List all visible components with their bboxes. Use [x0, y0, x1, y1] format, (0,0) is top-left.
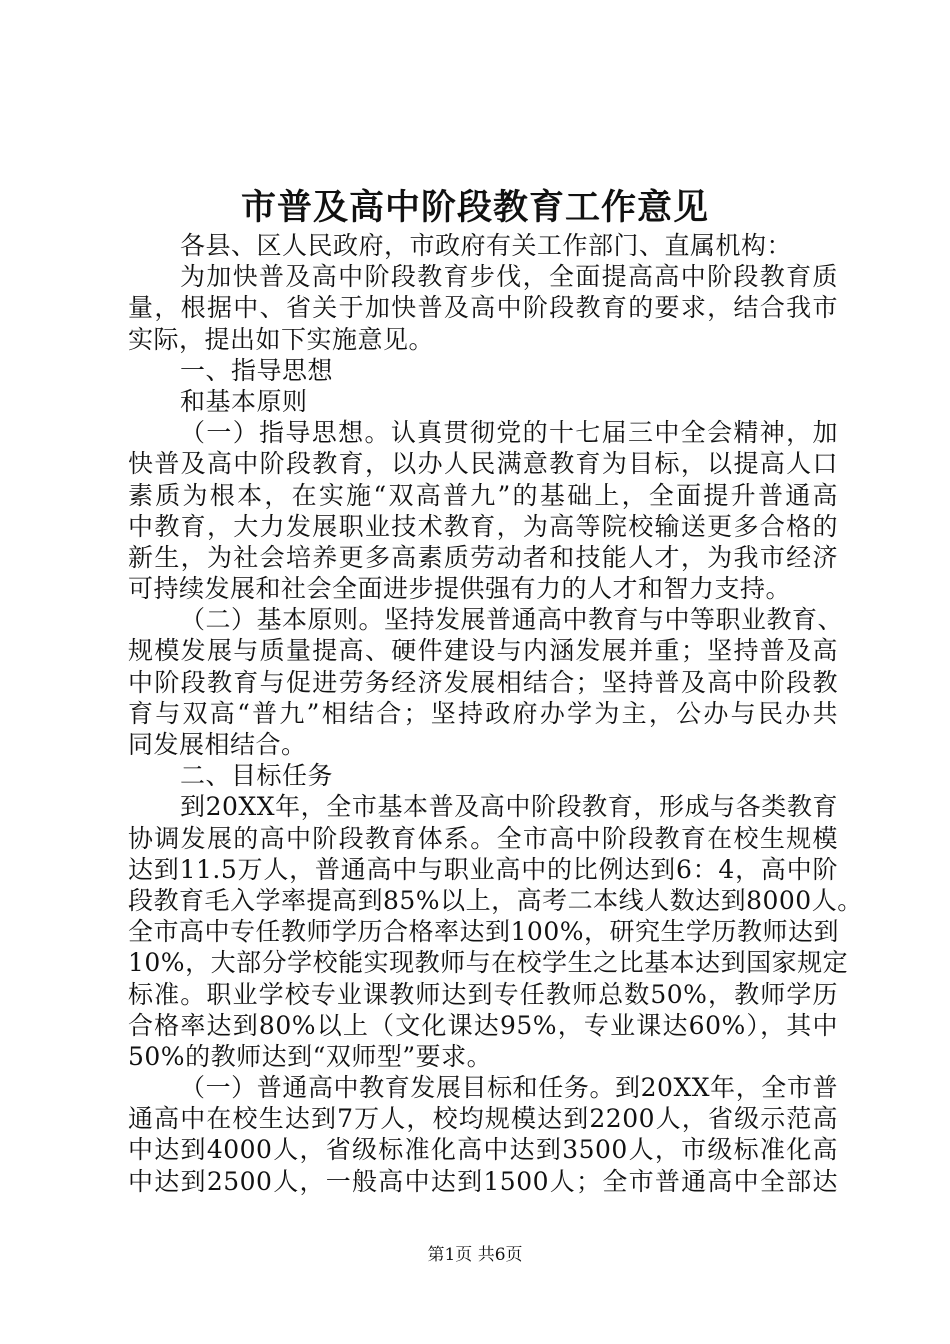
- text-line: 可持续发展和社会全面进步提供强有力的人才和智力支持。: [128, 574, 792, 604]
- text-line: 中阶段教育与促进劳务经济发展相结合；坚持普及高中阶段教: [128, 667, 838, 697]
- page-footer: 第1页 共6页: [427, 1245, 523, 1265]
- text-line: 段教育毛入学率提高到85%以上，高考二本线人数达到8000人。: [128, 885, 863, 915]
- text-line: 新生，为社会培养更多高素质劳动者和技能人才，为我市经济: [128, 542, 838, 572]
- document-title: 市普及高中阶段教育工作意见: [240, 187, 709, 228]
- text-line: 中达到2500人，一般高中达到1500人；全市普通高中全部达: [128, 1166, 838, 1196]
- text-line: （一）指导思想。认真贯彻党的十七届三中全会精神，加: [180, 418, 838, 448]
- text-line: 标准。职业学校专业课教师达到专任教师总数50%，教师学历: [128, 979, 838, 1009]
- text-line: 通高中在校生达到7万人，校均规模达到2200人，省级示范高: [128, 1104, 838, 1134]
- text-line: 到20XX年，全市基本普及高中阶段教育，形成与各类教育: [180, 792, 838, 822]
- text-line: 育与双高“普九”相结合；坚持政府办学为主，公办与民办共: [128, 698, 838, 728]
- text-line: 快普及高中阶段教育，以办人民满意教育为目标，以提高人口: [128, 449, 838, 479]
- text-line: 素质为根本，在实施“双高普九”的基础上，全面提升普通高: [128, 480, 838, 510]
- text-line: 规模发展与质量提高、硬件建设与内涵发展并重；坚持普及高: [128, 636, 838, 666]
- section-heading: 和基本原则: [180, 386, 308, 416]
- text-line: 合格率达到80%以上（文化课达95%，专业课达60%），其中: [128, 1010, 838, 1040]
- text-line: 10%，大部分学校能实现教师与在校学生之比基本达到国家规定: [128, 948, 849, 978]
- text-line: 50%的教师达到“双师型”要求。: [128, 1041, 493, 1071]
- document-body: [128, 230, 863, 1197]
- text-line: 实际，提出如下实施意见。: [128, 324, 435, 354]
- text-line: 各县、区人民政府，市政府有关工作部门、直属机构：: [180, 231, 793, 260]
- text-line: 达到11.5万人，普通高中与职业高中的比例达到6：4，高中阶: [128, 854, 838, 884]
- text-line: 同发展相结合。: [128, 730, 307, 759]
- text-line: （一）普通高中教育发展目标和任务。到20XX年，全市普: [180, 1073, 838, 1103]
- text-line: 中教育，大力发展职业技术教育，为高等院校输送更多合格的: [128, 511, 838, 541]
- text-line: （二）基本原则。坚持发展普通高中教育与中等职业教育、: [180, 605, 844, 635]
- text-line: 量，根据中、省关于加快普及高中阶段教育的要求，结合我市: [128, 293, 838, 323]
- section-heading: 二、目标任务: [180, 761, 334, 791]
- text-line: 为加快普及高中阶段教育步伐，全面提高高中阶段教育质: [180, 262, 838, 292]
- text-line: 全市高中专任教师学历合格率达到100%，研究生学历教师达到: [128, 917, 839, 947]
- text-line: 协调发展的高中阶段教育体系。全市高中阶段教育在校生规模: [128, 823, 838, 853]
- section-heading: 一、指导思想: [180, 355, 334, 385]
- text-line: 中达到4000人，省级标准化高中达到3500人，市级标准化高: [128, 1135, 838, 1165]
